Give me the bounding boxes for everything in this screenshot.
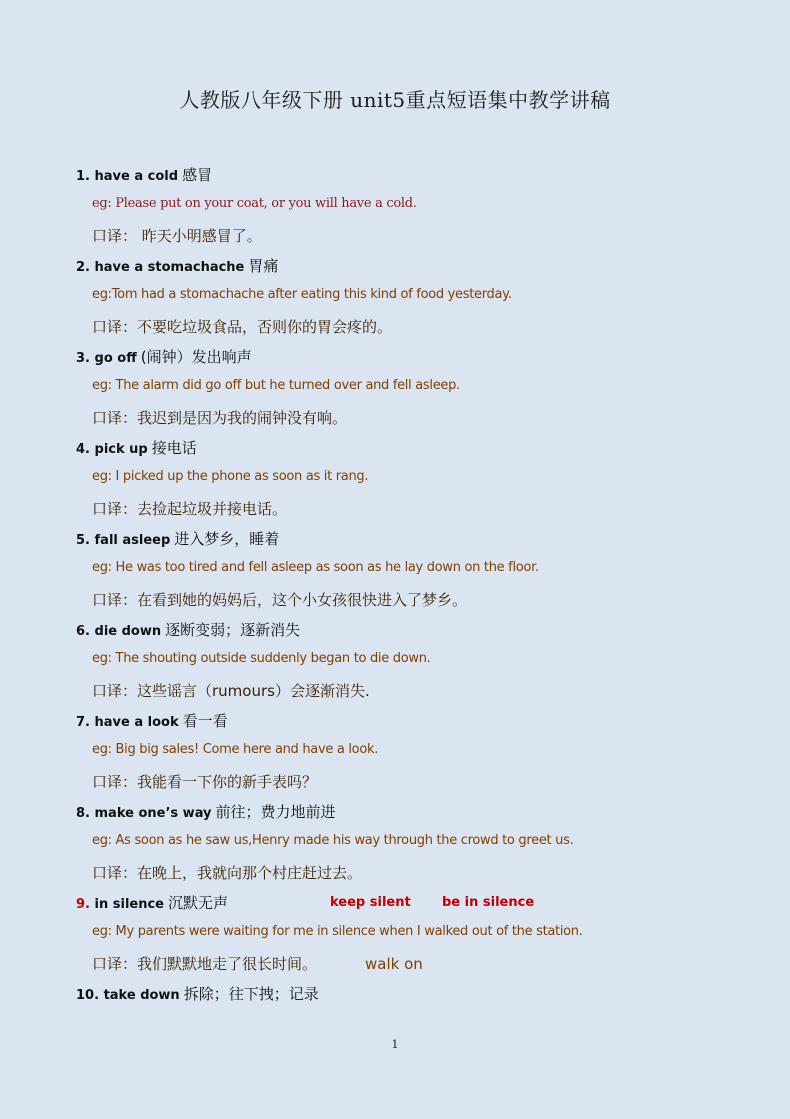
phrase-text: in silence <box>94 897 164 912</box>
document-title: 人教版八年级下册 unit5重点短语集中教学讲稿 <box>179 88 611 112</box>
hint-phrase: walk on <box>365 955 423 973</box>
translation-exercise: 口译：我迟到是因为我的闹钟没有响。 <box>92 409 348 427</box>
phrase-heading <box>76 981 756 1007</box>
item-number: 8. <box>76 806 90 821</box>
list-item <box>76 253 756 344</box>
item-number: 3. <box>76 351 90 366</box>
phrase-text: die down <box>94 624 162 639</box>
translation-exercise: 口译：去捡起垃圾并接电话。 <box>92 500 288 518</box>
phrase-heading <box>76 617 756 643</box>
example-sentence: eg: My parents were waiting for me in silence when I walked out of the station. <box>92 924 583 939</box>
example-sentence: eg: Please put on your coat, or you will have a cold. <box>92 196 417 211</box>
list-item <box>76 981 756 1007</box>
example-sentence: eg: I picked up the phone as soon as it rang. <box>92 469 369 484</box>
phrase-heading <box>76 344 756 370</box>
phrase-meaning: 拆除；往下拽；记录 <box>183 985 319 1003</box>
translation-exercise: 口译：不要吃垃圾食品，否则你的胃会疼的。 <box>92 318 393 336</box>
phrase-text: have a cold <box>94 169 179 184</box>
translation-exercise: 口译： 昨天小明感冒了。 <box>92 227 262 245</box>
list-item <box>76 708 756 799</box>
phrase-text: have a look <box>94 715 179 730</box>
item-number: 4. <box>76 442 90 457</box>
phrase-heading <box>76 799 756 825</box>
item-number: 9. <box>76 897 90 912</box>
phrase-text: take down <box>103 988 180 1003</box>
translation-exercise: 口译：在晚上，我就向那个村庄赶过去。 <box>92 864 363 882</box>
phrase-text: make one’s way <box>94 806 212 821</box>
phrase-meaning: (闹钟）发出响声 <box>140 348 252 366</box>
example-sentence: eg: The alarm did go off but he turned over and fell asleep. <box>92 378 460 393</box>
item-number: 2. <box>76 260 90 275</box>
phrase-text: go off <box>94 351 137 366</box>
phrase-meaning: 胃痛 <box>248 257 279 275</box>
phrase-meaning: 看一看 <box>182 712 228 730</box>
phrase-heading <box>76 526 756 552</box>
phrase-text: have a stomachache <box>94 260 245 275</box>
list-item <box>76 890 756 981</box>
phrase-meaning: 感冒 <box>182 166 213 184</box>
translation-exercise: 口译：在看到她的妈妈后，这个小女孩很快进入了梦乡。 <box>92 591 468 609</box>
phrase-meaning: 前往；费力地前进 <box>215 803 336 821</box>
phrase-heading <box>76 253 756 279</box>
list-item <box>76 617 756 708</box>
item-number: 6. <box>76 624 90 639</box>
phrase-text: fall asleep <box>94 533 171 548</box>
translation-exercise: 口译：这些谣言（rumours）会逐渐消失. <box>92 682 370 700</box>
phrase-heading <box>76 708 756 734</box>
list-item <box>76 162 756 253</box>
phrase-heading <box>76 435 756 461</box>
list-item <box>76 435 756 526</box>
phrase-meaning: 进入梦乡，睡着 <box>174 530 280 548</box>
example-sentence: eg: The shouting outside suddenly began to die down. <box>92 651 431 666</box>
list-item <box>76 526 756 617</box>
item-number: 1. <box>76 169 90 184</box>
translation-exercise <box>76 948 756 981</box>
translation-text: 口译：我们默默地走了很长时间。 <box>92 955 318 973</box>
phrase-meaning: 沉默无声 <box>168 894 229 912</box>
related-phrase: keep silent <box>330 895 411 910</box>
phrase-list <box>76 162 756 1007</box>
list-item <box>76 344 756 435</box>
phrase-heading <box>76 890 756 916</box>
example-sentence: eg: He was too tired and fell asleep as soon as he lay down on the floor. <box>92 560 539 575</box>
translation-exercise: 口译：我能看一下你的新手表吗？ <box>92 773 318 791</box>
phrase-meaning: 接电话 <box>151 439 197 457</box>
example-sentence: eg: Big big sales! Come here and have a look. <box>92 742 379 757</box>
phrase-text: pick up <box>94 442 148 457</box>
example-sentence: eg: As soon as he saw us,Henry made his way through the crowd to greet us. <box>92 833 574 848</box>
phrase-meaning: 逐断变弱；逐新消失 <box>165 621 301 639</box>
item-number: 5. <box>76 533 90 548</box>
example-sentence: eg:Tom had a stomachache after eating this kind of food yesterday. <box>92 287 512 302</box>
page-number: 1 <box>391 1038 399 1051</box>
list-item <box>76 799 756 890</box>
related-phrase: be in silence <box>442 895 535 910</box>
item-number: 7. <box>76 715 90 730</box>
item-number: 10. <box>76 988 100 1003</box>
phrase-heading <box>76 162 756 188</box>
